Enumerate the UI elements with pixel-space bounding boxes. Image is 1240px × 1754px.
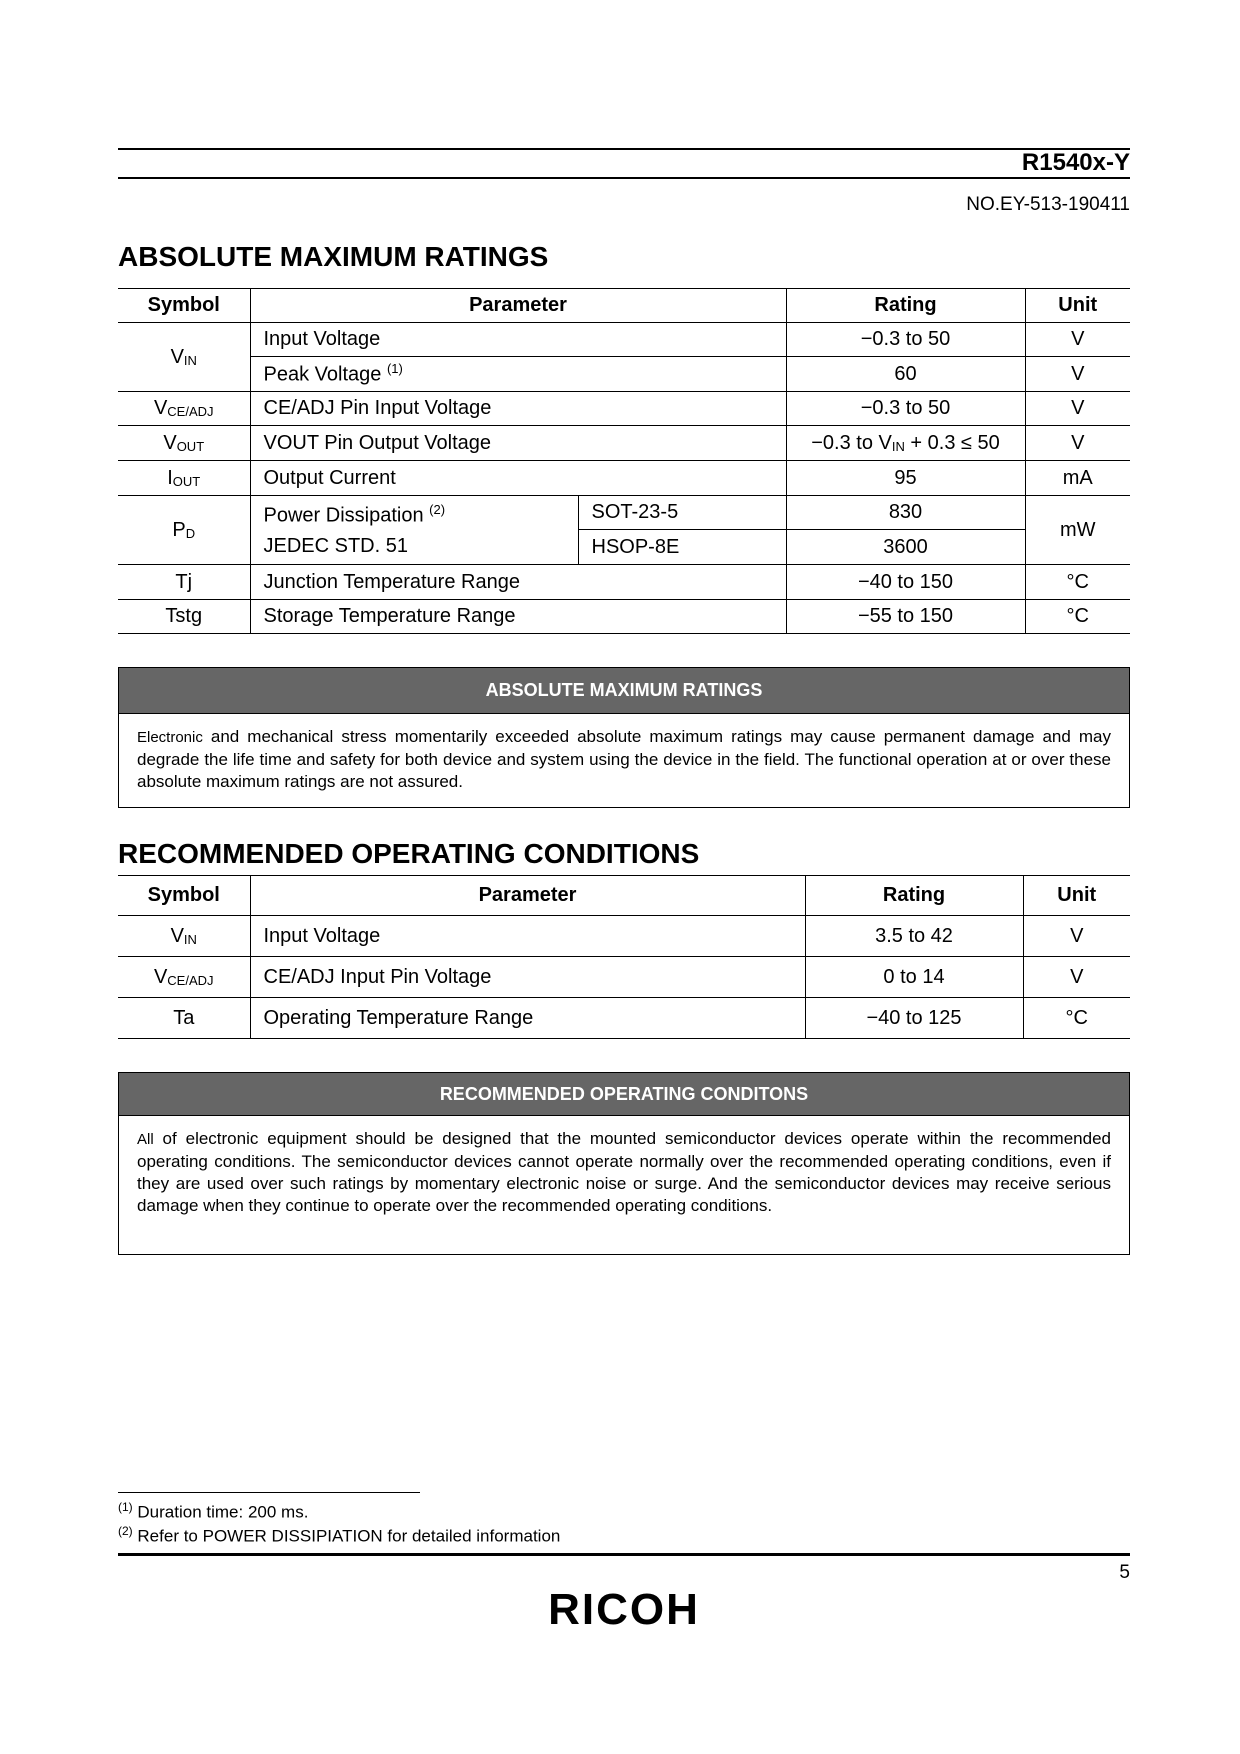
unit-vout-voltage: V bbox=[1025, 426, 1130, 461]
symbol-iout: $I_{OUT}$ bbox=[118, 461, 250, 496]
col-header-rating: Rating bbox=[786, 289, 1025, 323]
col-header-rating: Rating bbox=[805, 876, 1023, 916]
ricoh-logo bbox=[118, 1584, 1130, 1637]
table-row bbox=[118, 496, 1130, 530]
rating-hsop-8e: 3600 bbox=[786, 530, 1025, 565]
table-row bbox=[118, 565, 1130, 600]
symbol-pd: $P_D$ bbox=[118, 496, 250, 565]
rating-input-voltage: 3.5 to 42 bbox=[805, 916, 1023, 957]
symbol-vin: $V_{IN}$ bbox=[118, 323, 250, 392]
unit-ce-adj-voltage: V bbox=[1023, 957, 1130, 998]
footnote-rule bbox=[118, 1492, 420, 1493]
symbol-vce-adj: $V_{CE/ADJ}$ bbox=[118, 392, 250, 426]
table-row bbox=[118, 998, 1130, 1039]
unit-junction-temp: °C bbox=[1025, 565, 1130, 600]
col-header-unit: Unit bbox=[1023, 876, 1130, 916]
rec-op-note-box bbox=[118, 1072, 1130, 1255]
rating-input-voltage: −0.3 to 50 bbox=[786, 323, 1025, 357]
unit-power-dissipation: mW bbox=[1025, 496, 1130, 565]
symbol-ta: Ta bbox=[118, 998, 250, 1039]
footnote-2: $^{(2)}$ Refer to POWER DISSIPIATION for detailed information bbox=[118, 1524, 561, 1546]
rating-output-current: 95 bbox=[786, 461, 1025, 496]
rating-peak-voltage: 60 bbox=[786, 357, 1025, 392]
unit-operating-temp: °C bbox=[1023, 998, 1130, 1039]
unit-output-current: mA bbox=[1025, 461, 1130, 496]
param-input-voltage: Input Voltage bbox=[250, 916, 805, 957]
page-number: 5 bbox=[1119, 1562, 1130, 1583]
symbol-tstg: Tstg bbox=[118, 600, 250, 634]
table-row bbox=[118, 600, 1130, 634]
param-vout-voltage: VOUT Pin Output Voltage bbox=[250, 426, 786, 461]
ricoh-logo-mark bbox=[529, 1584, 719, 1632]
abs-max-heading: ABSOLUTE MAXIMUM RATINGS bbox=[118, 241, 549, 272]
table-row bbox=[118, 426, 1130, 461]
rating-vout-voltage: −0.3 to $V_{IN} + 0.3 \le 50$ bbox=[786, 426, 1025, 461]
table-row bbox=[118, 357, 1130, 392]
symbol-tj: Tj bbox=[118, 565, 250, 600]
abs-max-note-title: ABSOLUTE MAXIMUM RATINGS bbox=[119, 668, 1129, 714]
abs-max-table bbox=[118, 288, 1130, 634]
param-storage-temp: Storage Temperature Range bbox=[250, 600, 786, 634]
table-row bbox=[118, 392, 1130, 426]
rating-storage-temp: −55 to 150 bbox=[786, 600, 1025, 634]
rec-op-table bbox=[118, 875, 1130, 1039]
unit-peak-voltage: V bbox=[1025, 357, 1130, 392]
param-ce-adj-voltage: CE/ADJ Input Pin Voltage bbox=[250, 957, 805, 998]
unit-input-voltage: V bbox=[1025, 323, 1130, 357]
param-power-dissipation: Power Dissipation $^{(2)}$ JEDEC STD. 51 bbox=[250, 496, 578, 565]
param-output-current: Output Current bbox=[250, 461, 786, 496]
col-header-symbol: Symbol bbox=[118, 876, 250, 916]
svg-text:RICOH: RICOH bbox=[548, 1585, 700, 1632]
footnote-1: $^{(1)}$ Duration time: 200 ms. bbox=[118, 1500, 309, 1522]
table-row bbox=[118, 957, 1130, 998]
datasheet-page bbox=[118, 0, 1130, 1754]
header-rule-top bbox=[118, 148, 1130, 150]
param-operating-temp: Operating Temperature Range bbox=[250, 998, 805, 1039]
document-number: NO.EY-513-190411 bbox=[966, 194, 1130, 215]
col-header-unit: Unit bbox=[1025, 289, 1130, 323]
document-title: R1540x-Y bbox=[1021, 149, 1130, 176]
package-sot-23-5: SOT-23-5 bbox=[578, 496, 786, 530]
symbol-vout: $V_{OUT}$ bbox=[118, 426, 250, 461]
col-header-parameter: Parameter bbox=[250, 289, 786, 323]
param-peak-voltage: Peak Voltage $^{(1)}$ bbox=[250, 357, 786, 392]
rec-op-heading: RECOMMENDED OPERATING CONDITIONS bbox=[118, 838, 700, 869]
param-junction-temp: Junction Temperature Range bbox=[250, 565, 786, 600]
rating-sot-23-5: 830 bbox=[786, 496, 1025, 530]
param-ce-adj-voltage: CE/ADJ Pin Input Voltage bbox=[250, 392, 786, 426]
footnote-ref: (1) bbox=[386, 361, 403, 377]
rec-op-note-title: RECOMMENDED OPERATING CONDITONS bbox=[119, 1073, 1129, 1116]
header-rule-bottom bbox=[118, 177, 1130, 179]
rating-operating-temp: −40 to 125 bbox=[805, 998, 1023, 1039]
table-row bbox=[118, 323, 1130, 357]
symbol-vce-adj: $V_{CE/ADJ}$ bbox=[118, 957, 250, 998]
symbol-vin: $V_{IN}$ bbox=[118, 916, 250, 957]
col-header-symbol: Symbol bbox=[118, 289, 250, 323]
footnote-ref: (2) bbox=[429, 501, 446, 517]
footer-rule bbox=[118, 1553, 1130, 1556]
table-row bbox=[118, 461, 1130, 496]
table-row bbox=[118, 916, 1130, 957]
rec-op-note-text: All of electronic equipment should be designed that the mounted semiconductor devices operate within the recommended operating conditions. The semiconductor devices cannot operate normally over the recommended operating conditions, even if they are used over such ratings by momentary electronic noise or surge. And the semiconductor devices may receive serious damage when they continue to operate over the recommended operating conditions. bbox=[137, 1129, 1111, 1215]
rating-ce-adj-voltage: −0.3 to 50 bbox=[786, 392, 1025, 426]
unit-input-voltage: V bbox=[1023, 916, 1130, 957]
table-header-row bbox=[118, 876, 1130, 916]
rating-ce-adj-voltage: 0 to 14 bbox=[805, 957, 1023, 998]
unit-storage-temp: °C bbox=[1025, 600, 1130, 634]
abs-max-note-box bbox=[118, 667, 1130, 808]
unit-ce-adj-voltage: V bbox=[1025, 392, 1130, 426]
table-header-row bbox=[118, 289, 1130, 323]
rating-junction-temp: −40 to 150 bbox=[786, 565, 1025, 600]
abs-max-note-text: Electronic and mechanical stress momentarily exceeded absolute maximum ratings may cause permanent damage and may degrade the life time and safety for both device and system using the device in the field. The functional operation at or over these absolute maximum ratings are not assured. bbox=[137, 727, 1111, 791]
param-input-voltage: Input Voltage bbox=[250, 323, 786, 357]
package-hsop-8e: HSOP-8E bbox=[578, 530, 786, 565]
col-header-parameter: Parameter bbox=[250, 876, 805, 916]
